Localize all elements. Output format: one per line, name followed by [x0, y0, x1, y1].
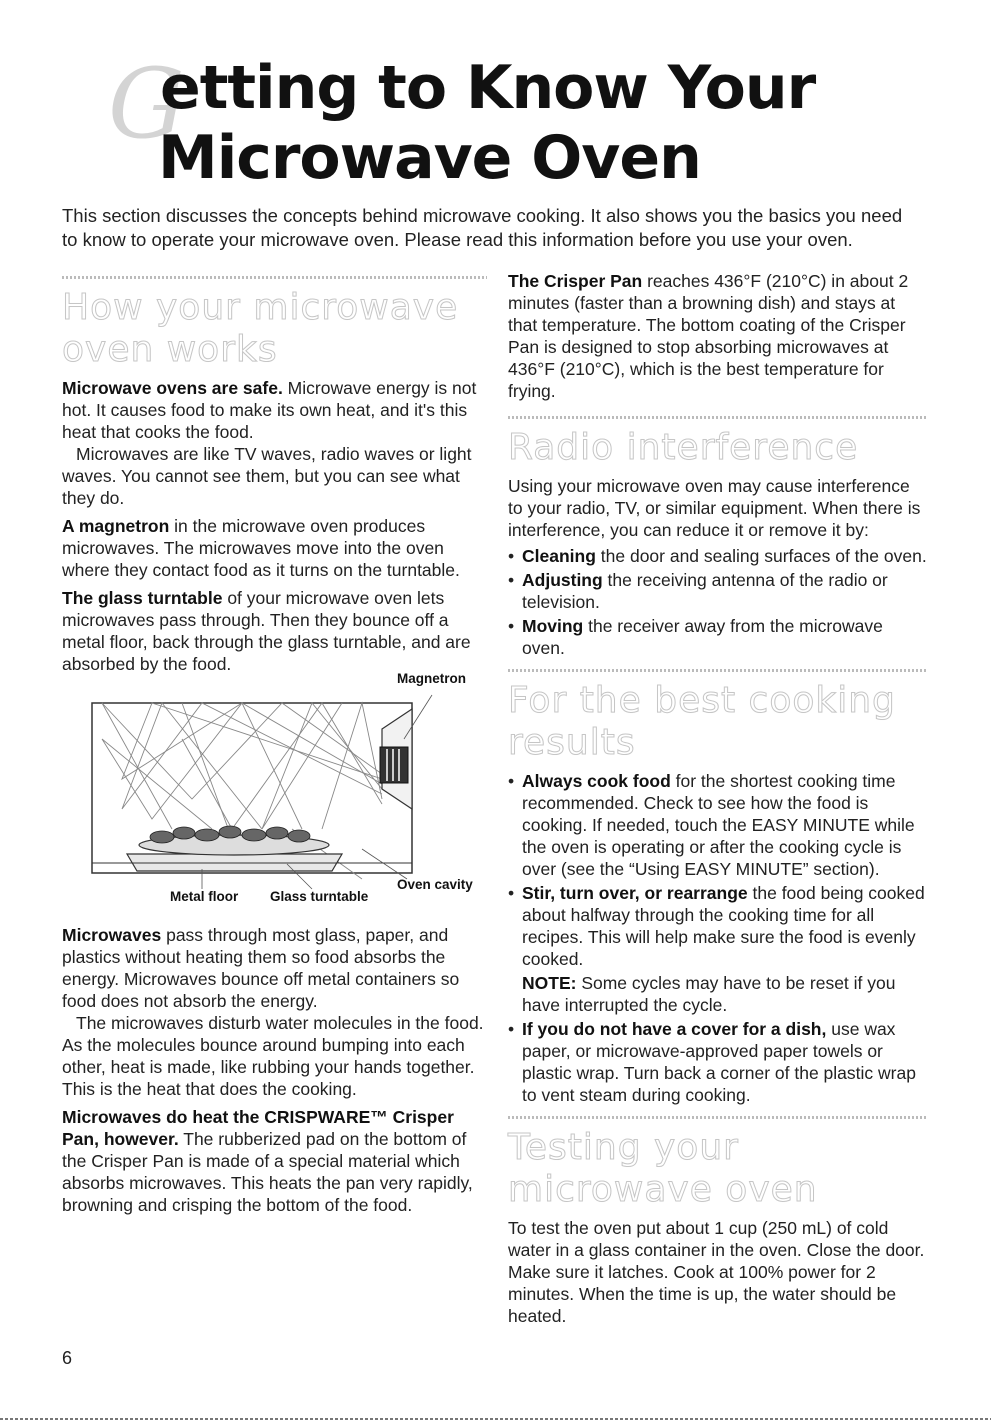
title-line-1: etting to Know Your — [160, 53, 816, 123]
paragraph-radio-intro: Using your microwave oven may cause interference to your radio, TV, or similar equipment. When there is interference, you can reduce it or remove it by: — [508, 476, 921, 540]
leader-oven-cavity — [362, 849, 407, 879]
list-item — [508, 545, 928, 567]
paragraph-safe — [62, 377, 487, 443]
bold-lead: A magnetron — [62, 516, 170, 536]
bold-lead: Stir, turn over, or rearrange — [522, 883, 748, 903]
label-glass-turntable: Glass turntable — [270, 889, 369, 904]
list-item-text: the receiver away from the microwave oven. — [522, 616, 883, 658]
list-item-text: the door and sealing surfaces of the oven. — [595, 546, 927, 566]
bullet-marker: • — [508, 546, 515, 566]
list-item — [508, 615, 928, 659]
list-item-text: use wax paper, or microwave-approved paper towels or plastic wrap. Turn back a corner of the plastic wrap to vent steam during cooking. — [522, 1019, 916, 1105]
bold-lead: Microwave ovens are safe. — [62, 378, 283, 398]
bullet-marker: • — [508, 616, 515, 636]
note — [522, 972, 928, 1016]
paragraph-molecules: The microwaves disturb water molecules in the food. As the molecules bounce around bumping into each other, heat is made, like rubbing your hands together. This is the heat that does the cooking. — [62, 1013, 484, 1099]
right-column — [508, 270, 928, 1327]
note-text: Some cycles may have to be reset if you have interrupted the cycle. — [522, 973, 896, 1015]
best-results-bullet-list — [508, 770, 928, 1106]
list-item — [508, 1018, 928, 1106]
bottom-divider — [0, 1418, 991, 1420]
bullet-marker: • — [508, 883, 515, 903]
bold-lead: Microwaves — [62, 925, 162, 945]
section-divider — [62, 276, 487, 279]
list-item-text: the food being cooked about halfway through the cooking time for all recipes. This will help make sure the food is evenly cooked. — [522, 883, 925, 969]
intro-paragraph: This section discusses the concepts behind microwave cooking. It also shows you the basics you need to know to operate your microwave oven. Please read this information before you use your oven. — [62, 205, 903, 250]
section-divider — [508, 669, 928, 672]
paragraph-text: The rubberized pad on the bottom of the Crisper Pan is made of a special material which absorbs microwaves. This heats the pan very rapidly, browning and crisping the bottom of the food. — [62, 1129, 473, 1215]
bold-lead: If you do not have a cover for a dish, — [522, 1019, 827, 1039]
paragraph-text: Microwave energy is not hot. It causes food to make its own heat, and it's this heat that cooks the food. — [62, 378, 477, 442]
microwave-diagram — [62, 671, 487, 904]
paragraph-waves: Microwaves are like TV waves, radio waves or light waves. You cannot see them, but you can see what they do. — [62, 444, 472, 508]
list-item-text: the receiving antenna of the radio or television. — [522, 570, 888, 612]
heading-best-results: For the best cooking results — [508, 680, 896, 763]
bold-lead: Always cook food — [522, 771, 671, 791]
paragraph-testing: To test the oven put about 1 cup (250 mL) of cold water in a glass container in the oven. Close the door. Make sure it latches. Cook at 100% power for 2 minutes. When the time is up, the water should be heated. — [508, 1218, 925, 1326]
section-divider — [508, 1116, 928, 1119]
label-metal-floor: Metal floor — [170, 889, 239, 904]
bullet-marker: • — [508, 1019, 515, 1039]
bullet-marker: • — [508, 570, 515, 590]
microwave-diagram-drawing — [62, 679, 487, 904]
radio-bullet-list — [508, 545, 928, 659]
heading-how-microwave-works: How your microwave oven works — [62, 287, 459, 370]
magnetron-body — [380, 747, 408, 783]
note-label: NOTE: — [522, 973, 577, 993]
title-line-2: Microwave Oven — [158, 123, 701, 193]
page-title — [0, 0, 991, 200]
paragraph-text: pass through most glass, paper, and plastics without heating them so food absorbs the energy. Microwaves bounce off metal containers so food does not absorb the energy. — [62, 925, 460, 1011]
bold-lead: Microwaves do heat the CRISPWARE™ Crisper Pan, however. — [62, 1107, 454, 1149]
list-item — [508, 770, 928, 880]
label-magnetron: Magnetron — [397, 671, 466, 686]
paragraph-magnetron — [62, 515, 487, 581]
paragraph-crisper-pan — [508, 270, 928, 402]
bold-lead: Moving — [522, 616, 584, 636]
list-item — [508, 882, 928, 1016]
paragraph-text: in the microwave oven produces microwaves. The microwaves move into the oven where they contact food as it turns on the turntable. — [62, 516, 460, 580]
bullet-marker: • — [508, 771, 515, 791]
heading-testing-oven: Testing your microwave oven — [508, 1127, 818, 1210]
paragraph-text: reaches 436°F (210°C) in about 2 minutes (faster than a browning dish) and stays at that temperature. The bottom coating of the Crisper Pan is designed to stop absorbing microwaves at 436°F (210°C), which is the best temperature for frying. — [508, 271, 909, 401]
list-item — [508, 569, 928, 613]
paragraph-turntable — [62, 587, 487, 675]
list-item-text: for the shortest cooking time recommended. Check to see how the food is cooking. If needed, touch the EASY MINUTE while the oven is operating or after the cooking cycle is over (see the “Using EASY MINUTE” section). — [522, 771, 915, 879]
title-drop-letter: G — [108, 48, 185, 160]
paragraph-crisper-heat — [62, 1106, 487, 1216]
section-divider — [508, 416, 928, 419]
bold-lead: Adjusting — [522, 570, 603, 590]
paragraph-text: of your microwave oven lets microwaves pass through. Then they bounce off a metal floor, back through the glass turntable, and are absorbed by the food. — [62, 588, 471, 674]
page-number: 6 — [62, 1348, 73, 1368]
bold-lead: The Crisper Pan — [508, 271, 643, 291]
bold-lead: The glass turntable — [62, 588, 223, 608]
paragraph-microwaves — [62, 924, 487, 1012]
bold-lead: Cleaning — [522, 546, 596, 566]
left-column — [62, 270, 487, 1216]
label-oven-cavity: Oven cavity — [397, 877, 473, 892]
heading-radio-interference: Radio interference — [508, 427, 859, 468]
